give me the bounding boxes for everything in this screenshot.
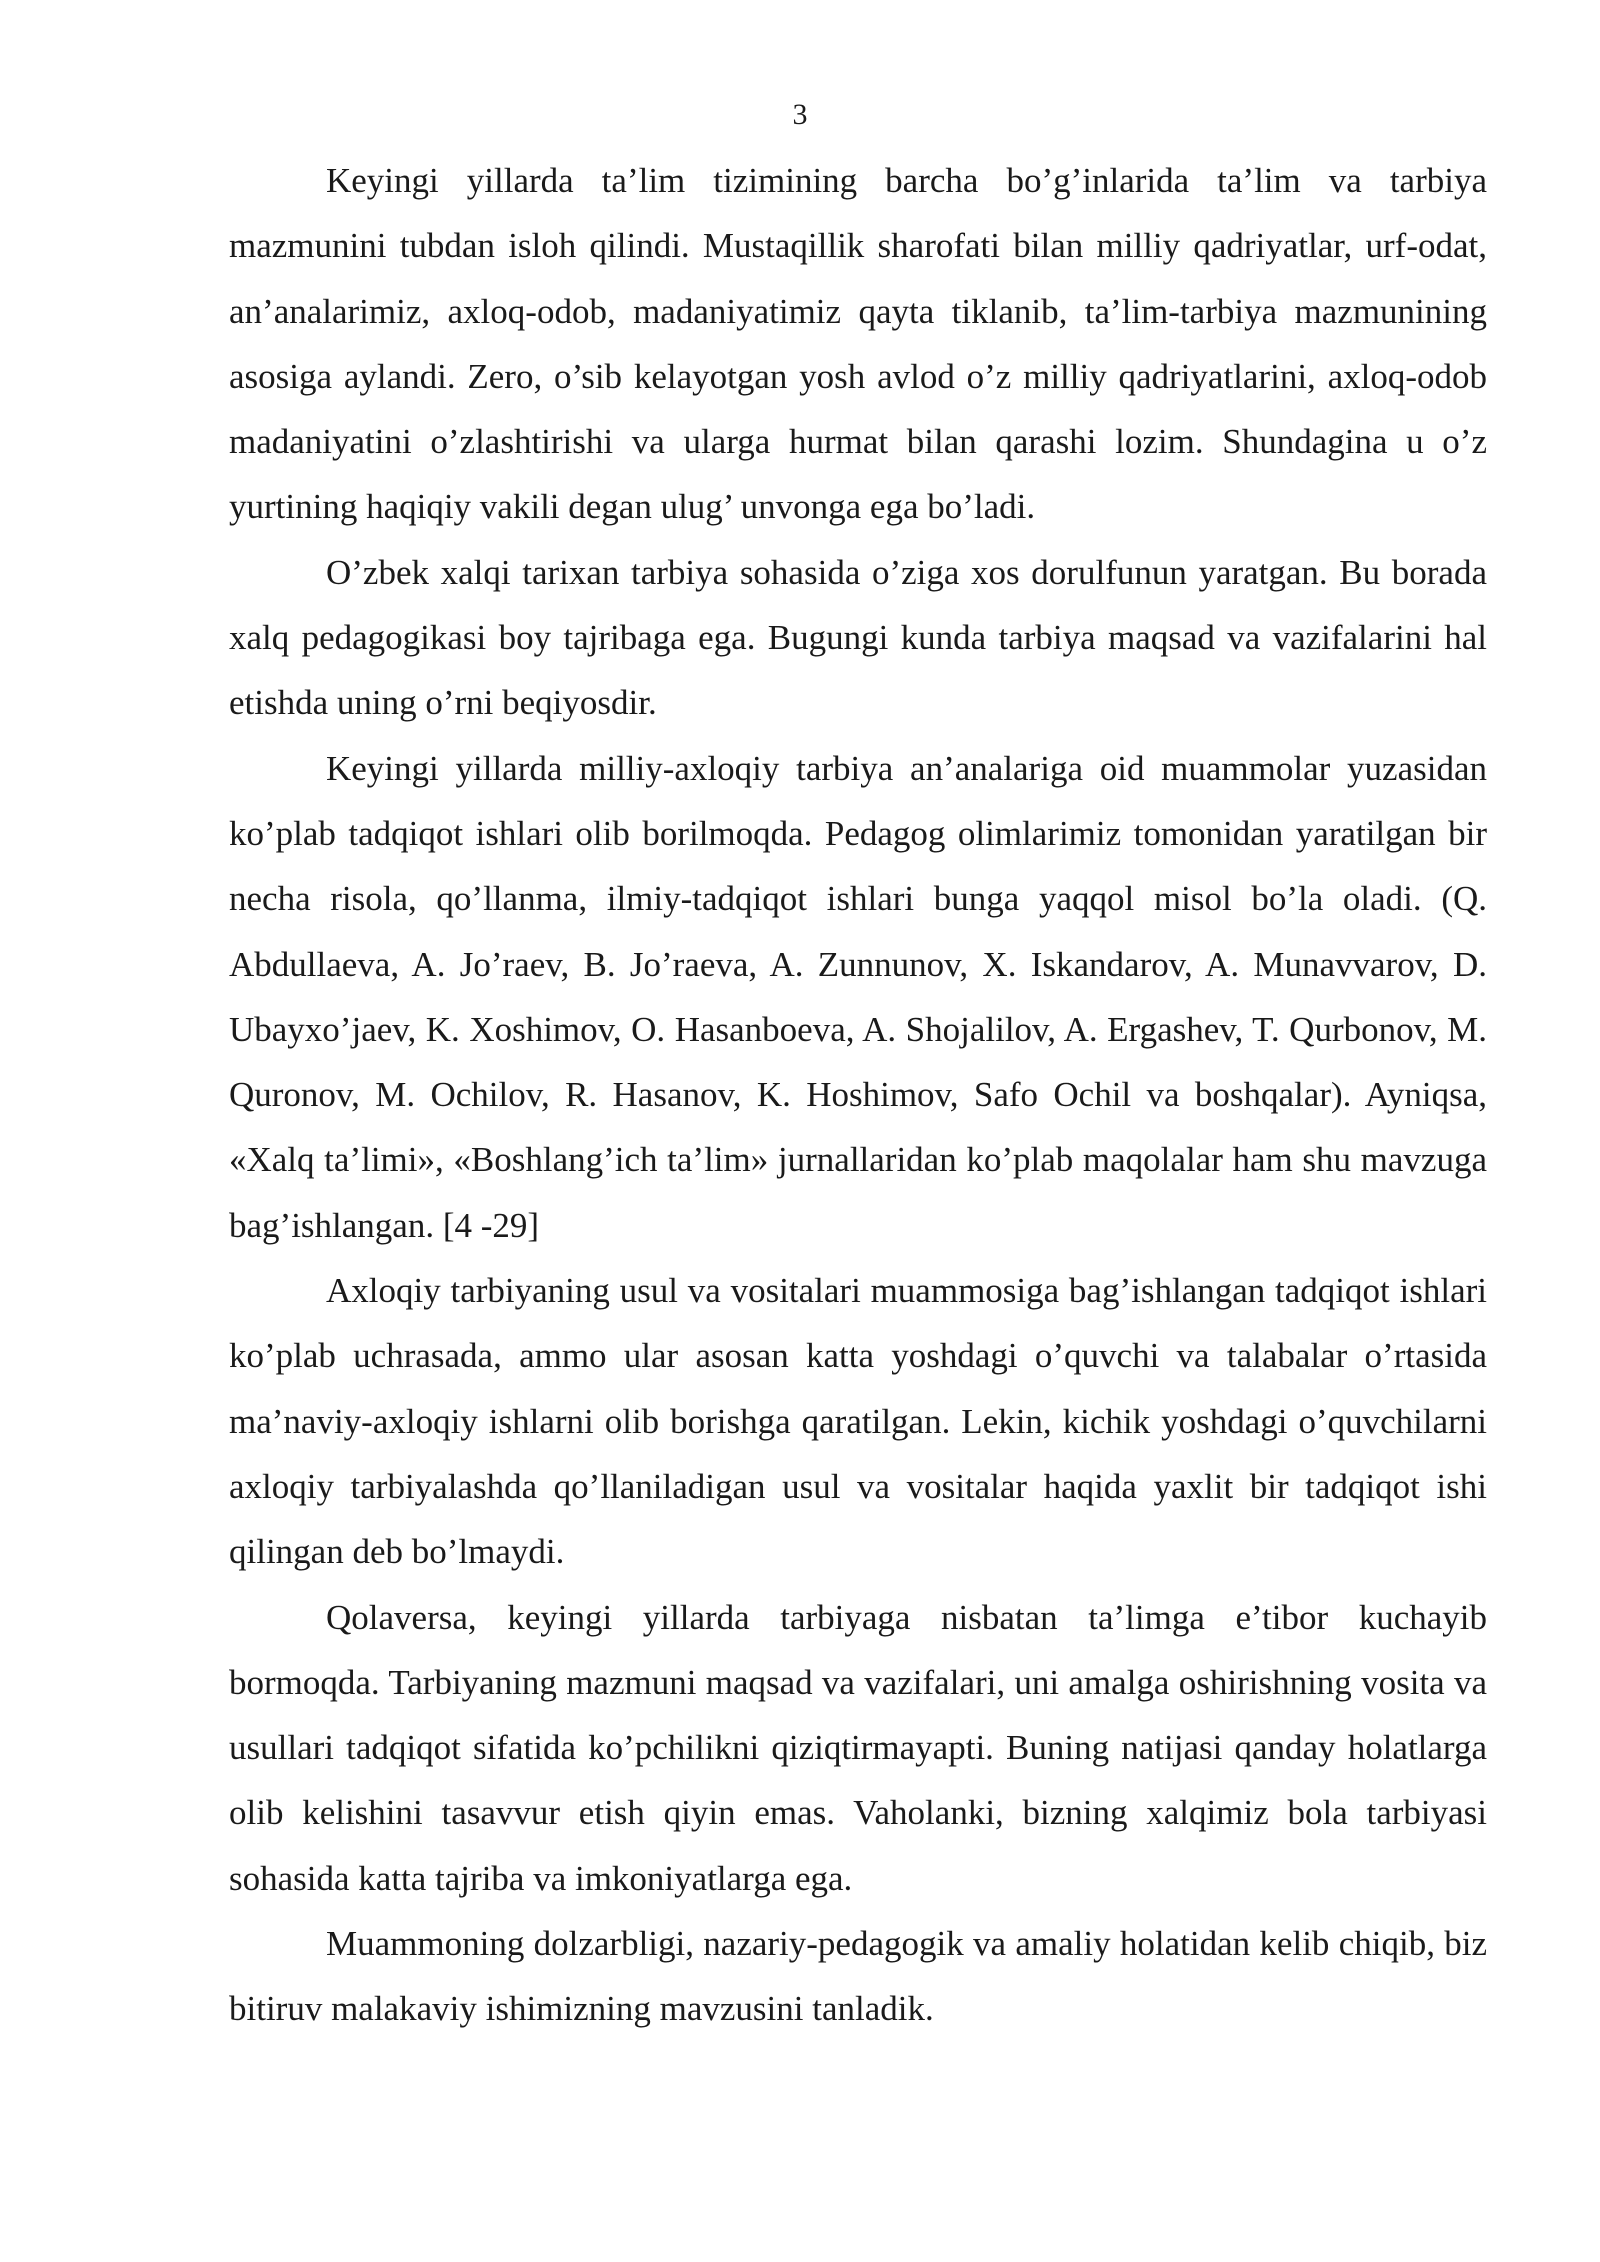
- body-text: [229, 148, 1487, 2042]
- paragraph: Keyingi yillarda milliy-axloqiy tarbiya an’analariga oid muammolar yuzasidan ko’plab tadqiqot ishlari olib borilmoqda. Pedagog olimlarimiz tomonidan yaratilgan bir necha risola, qo’llanma, ilmiy-tadqiqot ishlari bunga yaqqol misol bo’la oladi. (Q. Abdullaeva, A. Jo’raev, B. Jo’raeva, A. Zunnunov, X. Iskandarov, A. Munavvarov, D. Ubayxo’jaev, K. Xoshimov, O. Hasanboeva, A. Shojalilov, A. Ergashev, T. Qurbonov, M. Quronov, M. Ochilov, R. Hasanov, K. Hoshimov, Safo Ochil va boshqalar). Ayniqsa, «Xalq ta’limi», «Boshlang’ich ta’lim» jurnallaridan ko’plab maqolalar ham shu mavzuga bag’ishlangan. [4 -29]: [229, 748, 1487, 1245]
- paragraph: Muammoning dolzarbligi, nazariy-pedagogik va amaliy holatidan kelib chiqib, biz bitiruv malakaviy ishimizning mavzusini tanladik.: [229, 1924, 1487, 2029]
- paragraph: O’zbek xalqi tarixan tarbiya sohasida o’ziga xos dorulfunun yaratgan. Bu borada xalq pedagogikasi boy tajribaga ega. Bugungi kunda tarbiya maqsad va vazifalarini hal etishda uning o’rni beqiyosdir.: [229, 552, 1487, 723]
- paragraph: Qolaversa, keyingi yillarda tarbiyaga nisbatan ta’limga e’tibor kuchayib bormoqda. Tarbiyaning mazmuni maqsad va vazifalari, uni amalga oshirishning vosita va usullari tadqiqot sifatida ko’pchilikni qiziqtirmayapti. Buning natijasi qanday holatlarga olib kelishini tasavvur etish qiyin emas. Vaholanki, bizning xalqimiz bola tarbiyasi sohasida katta tajriba va imkoniyatlarga ega.: [229, 1597, 1487, 1898]
- page-number: 3: [792, 98, 808, 131]
- paragraph: Keyingi yillarda ta’lim tizimining barcha bo’g’inlarida ta’lim va tarbiya mazmunini tubdan isloh qilindi. Mustaqillik sharofati bilan milliy qadriyatlar, urf-odat, an’analarimiz, axloq-odob, madaniyatimiz qayta tiklanib, ta’lim-tarbiya mazmunining asosiga aylandi. Zero, o’sib kelayotgan yosh avlod o’z milliy qadriyatlarini, axloq-odob madaniyatini o’zlashtirishi va ularga hurmat bilan qarashi lozim. Shundagina u o’z yurtining haqiqiy vakili degan ulug’ unvonga ega bo’ladi.: [229, 161, 1487, 527]
- paragraph: Axloqiy tarbiyaning usul va vositalari muammosiga bag’ishlangan tadqiqot ishlari ko’plab uchrasada, ammo ular asosan katta yoshdagi o’quvchi va talabalar o’rtasida ma’naviy-axloqiy ishlarni olib borishga qaratilgan. Lekin, kichik yoshdagi o’quvchilarni axloqiy tarbiyalashda qo’llaniladigan usul va vositalar haqida yaxlit bir tadqiqot ishi qilingan deb bo’lmaydi.: [229, 1271, 1487, 1572]
